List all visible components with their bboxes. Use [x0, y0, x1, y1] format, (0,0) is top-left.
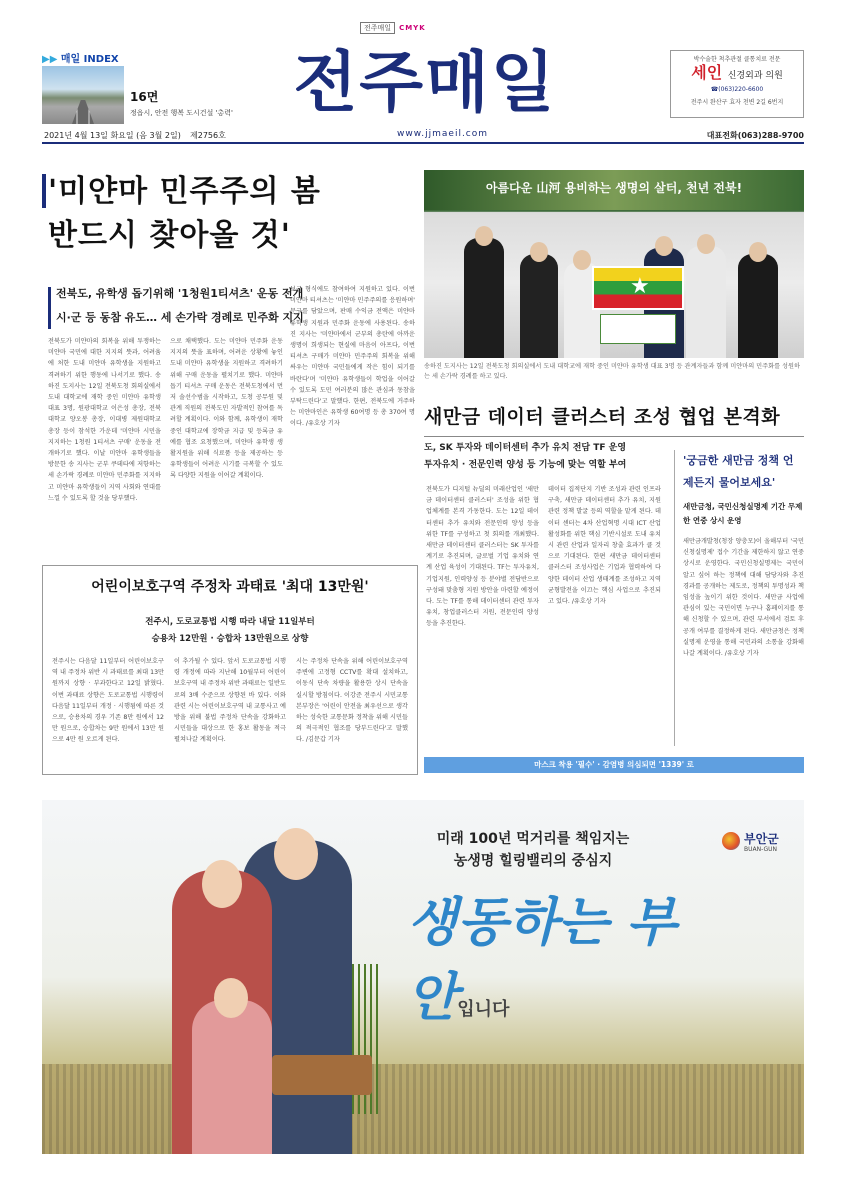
side-byline: /유호상 기자 [724, 650, 759, 658]
ad-line-1: 미래 100년 먹거리를 책임지는 [436, 831, 630, 847]
top-ad-name: 세인 신경외과 의원 [691, 63, 783, 82]
vegetable-basket [272, 1055, 372, 1095]
person-head [475, 226, 493, 246]
divider [424, 436, 804, 437]
headline-bar [42, 174, 46, 208]
top-strip [360, 22, 482, 34]
top-ad-phone: ☎(063)220-6600 [710, 86, 764, 93]
third-headline: 어린이보호구역 주정차 과태료 '최대 13만원' [91, 579, 369, 595]
person-head [530, 242, 548, 262]
person-head [697, 234, 715, 254]
ad-line-2: 농생명 힐링밸리의 중심지 [453, 853, 613, 869]
buan-advertisement [42, 800, 804, 1154]
news-photo [424, 170, 804, 358]
side-subheadline: 새만금청, 국민신청실명제 기간 무제한 연중 상시 운영 [683, 502, 803, 525]
photo-banner: 아름다운 山河 용비하는 생명의 살터, 천년 전북! [424, 170, 804, 210]
ad-child [192, 1000, 272, 1154]
photo-caption: 송하진 도지사는 12일 전북도청 회의실에서 도내 대학교에 재학 중인 미얀마 유학생 대표 3명 등 관계자들과 함께 미얀마의 민주화를 성원하는 세 손가락 경례를 하고 있다. [424, 363, 800, 380]
person [464, 238, 504, 358]
index-label: ▶▶ 매일 INDEX [42, 54, 119, 65]
lead-subheadline: 전북도, 유학생 돕기위해 '1청원1티셔츠' 운동 전개 시·군 등 동참 유도… 세 손가락 경례로 민주화 지지 [56, 287, 304, 324]
ad-man-face [274, 828, 318, 880]
second-headline: 새만금 데이터 클러스터 조성 협업 본격화 [424, 406, 781, 428]
third-body-col-2: 이 추가될 수 있다. 앞서 도로교통법 시행령 개정에 따라 지난해 10월부터 어린이보호구역 내 주정차 위반 과태료는 일반도로의 3배 수준으로 상향된 바 있다. 이와 관련 시는 어린이보호구역 내 교통사고 예방을 위해 불법 주정차 단속을 강화하고 시민들을 대상으로 한 홍보 활동을 적극 펼쳐나갈 계획이다. [174, 658, 286, 744]
index-thumbnail [42, 66, 124, 124]
ad-woman-face [202, 860, 242, 908]
lead-headline: '미얀마 민주주의 봄 반드시 찾아올 것' [48, 174, 321, 253]
newspaper-logo: 전주매일 [293, 44, 557, 121]
side-column [674, 450, 804, 746]
issue-number: 제2756호 [190, 131, 226, 140]
person-head [573, 250, 591, 270]
potato-field [42, 1064, 804, 1154]
index-description: 정읍시, 안전 행복 도시건설 '총력' [130, 109, 233, 117]
third-body-col-1: 전주시는 다음달 11일부터 어린이보호구역 내 주정차 위반 시 과태료를 최대 13만 원까지 상향 · 부과한다고 12일 밝혔다. 이번 과태료 상향은 도로교통법 시행령이 다음달 11일부터 개정 · 시행됨에 따른 것으로, 승용차의 경우 기존 8만 원에서 12만 원으로, 승합차는 9만 원에서 13만 원으로 4만 원 오르게 된다. [52, 658, 164, 744]
third-body-col-3: 시는 주정차 단속을 위해 어린이보호구역 주변에 고정형 CCTV를 확대 설치하고, 이동식 단속 차량을 활용한 상시 단속을 실시할 방침이다. 이강준 전주시 시민교통본부장은 '어린이 안전을 최우선으로 생각하는 성숙한 교통문화 정착을 위해 시민들의 적극적인 협조를 당부드린다'고 말했다. /김문갑 기자 [296, 658, 408, 744]
lead-body-col-1: 전북도가 미얀마의 회복을 위해 투쟁하는 미얀마 국민에 대한 지지의 뜻과, 어려움에 처한 도내 미얀마 유학생을 지원하고 격려하기 위한 행동에 나서기로 했다. 송하진 도지사는 12일 전북도청 회의실에서 도내 대학교에 재학 중인 미얀마 유학생 대표 3명, 원광대학교 이은성 총장, 전북대학교 양오봉 총장, 이대병 제원대학교 총장 등이 참석한 가운데 '미얀마 시민을 지지하는 1청원 1티셔츠 구매' 운동을 전개하기로 했다. 이날 미얀마 유학생들을 방문한 송 지사는 군부 쿠데타에 저항하는 세 손가락 경례로 미얀마 민주화를 지지하고 미얀마 유학생들이 지역 사회와 연대를 느낄 수 있도록 할 것을 당부했다. [48, 338, 161, 502]
second-byline: /유호상 기자 [571, 598, 606, 606]
second-body-col-1: 전북도가 디지털 뉴딜의 미래산업인 '새만금 데이터센터 클러스터' 조성을 위한 협업체계를 본격 가동한다. 도는 12일 데이터센터 추가 유치와 전문인력 양성 등을 위한 TF를 구성하고 첫 회의를 개최했다. 새만금 데이터센터 클러스터는 SK 투자를 계기로 추진되며, 글로벌 기업 유치와 연계 산업 육성이 기대된다. TF는 투자유치, 기업지원, 인력양성 등 분야별 전담반으로 구성돼 맞춤형 지원 방안을 마련할 예정이다. 도는 TF를 통해 데이터센터 관련 투자유치, 창업클러스터 지원, 전문인력 양성 등을 추진한다. [426, 486, 539, 628]
index-box [42, 50, 304, 130]
myanmar-flag [592, 266, 684, 310]
third-byline: /김문갑 기자 [305, 736, 340, 744]
issue-date: 2021년 4월 13일 화요일 (음 3월 2일) [44, 131, 181, 140]
lead-body-col-3: 보급 형식에도 참여하여 지원하고 있다. 이번 미얀마 티셔츠는 '미얀마 민주주의를 응원하며' 문구를 담았으며, 판매 수익금 전액은 미얀마 유학생 지원과 민주화 운동에 사용된다. 송하진 지사는 '미얀마에서 군부의 총탄에 아까운 생명이 희생되는 현실에 마음이 아프다, 이번 티셔츠 구매가 미얀마 민주주의 회복을 위해 싸우는 미얀마 국민들에게 작은 힘이 되기를 바란다'며 '미얀마 유학생들이 학업을 이어갈 수 있도록 도민 여러분의 많은 관심과 동참을 부탁드린다'고 말했다. 한편, 전북도에 거주하는 미얀마인은 유학생 60여명 등 총 370여 명이다. /유호상 기자 [290, 286, 415, 428]
top-ad [670, 50, 804, 118]
second-subheadline: 도, SK 투자와 데이터센터 추가 유치 전담 TF 운영 투자유치 · 전문인력 양성 등 기능에 맞는 역할 부여 [424, 443, 627, 470]
top-label: 전주매일 [360, 22, 395, 34]
arrow-icon: ▶▶ [42, 54, 61, 65]
site-url: www.jjmaeil.com [397, 129, 489, 139]
index-page: 16면 [130, 90, 159, 104]
person [738, 254, 778, 358]
third-subheadline: 전주시, 도로교통법 시행 따라 내달 11일부터 승용차 12만원 · 승합차 13만원으로 상향 [145, 617, 315, 644]
person-head [655, 236, 673, 256]
second-body-col-2: 데이터 집적단지 기반 조성과 관련 인프라 구축, 새만금 데이터센터 추가 유치, 지원 관련 정책 발굴 등의 역할을 맡게 된다. 데이터 센터는 4차 산업혁명 시대 ICT 산업 활성화를 위한 핵심 기반시설로 도내 유치 시 관련 산업과 일자리 창출 효과가 클 것으로 기대된다. 한편 새만금 데이터센터 클러스터 조성사업은 기업과 협력하여 다양한 데이터 산업 생태계를 조성하고 지역 균형발전을 이끄는 핵심 사업으로 추진되고 있다. /유호상 기자 [548, 486, 661, 606]
lead-byline: /유호상 기자 [305, 420, 340, 428]
person [520, 254, 558, 358]
person-head [749, 242, 767, 262]
brand-name-en: BUAN-GUN [744, 846, 778, 853]
ad-slogan: 생동하는 부안입니다 [407, 892, 677, 1028]
side-body: 새만금개발청(청장 양충모)이 올해부터 '국민신청실명제' 접수 기간을 제한하지 않고 연중 상시로 운영한다. 국민신청실명제는 국민이 알고 싶어 하는 정책에 대해 담당자와 추진 경과를 공개하는 제도로, 정책의 투명성과 책임성을 높이기 위한 것이다. 새만금 사업에 관심이 있는 국민이면 누구나 홈페이지를 통해 신청할 수 있으며, 관련 부서에서 검토 후 공개 여부를 결정하게 된다. 새만금청은 정책실명제 운영을 통해 국민과의 소통을 강화해 나갈 계획이다. /유호상 기자 [683, 538, 804, 658]
sign-board [600, 314, 676, 344]
phone-number: 대표전화(063)288-9700 [706, 131, 804, 140]
subheadline-bar [48, 287, 51, 329]
top-ad-tag: 박수술한 척추관절 클통치료 전문 [693, 56, 781, 63]
buan-logo-icon [722, 832, 740, 850]
buan-brand [722, 828, 802, 868]
color-marks: CMYK [399, 24, 426, 32]
top-ad-address: 전주시 완산구 효자 천변 2길 6번지 [690, 99, 784, 106]
brand-name: 부안군 [744, 832, 779, 846]
dateline [42, 128, 804, 144]
ad-child-face [214, 978, 248, 1018]
notice-strip: 마스크 착용 '필수' · 감염병 의심되면 '1339' 로 [424, 757, 804, 773]
person [686, 246, 726, 358]
lead-body-col-2: 으로 채택했다. 도는 미얀마 민주화 운동 지지의 뜻을 표하며, 어려운 상황에 놓인 도내 미얀마 유학생을 지원하고 격려하기 위해 구매 운동을 펼치기로 했다. 미얀마 돕기 티셔츠 구매 운동은 전북도청에서 먼저 솔선수범을 시작하고, 도청 공무원 및 관계 직원의 전북도민 자발적인 참여를 독려할 계획이다. 이와 함께, 유학생이 재학중인 대학교에 장학금 지급 및 등록금 유예를 협조 요청했으며, 미얀마 유학생 생활지원을 위해 식료품 등을 제공하는 등 유학생들이 어려운 시기를 극복할 수 있도록 다양한 지원을 이어갈 계획이다. [170, 338, 283, 480]
side-headline: '궁금한 새만금 정책 언제든지 물어보세요' [683, 454, 794, 489]
